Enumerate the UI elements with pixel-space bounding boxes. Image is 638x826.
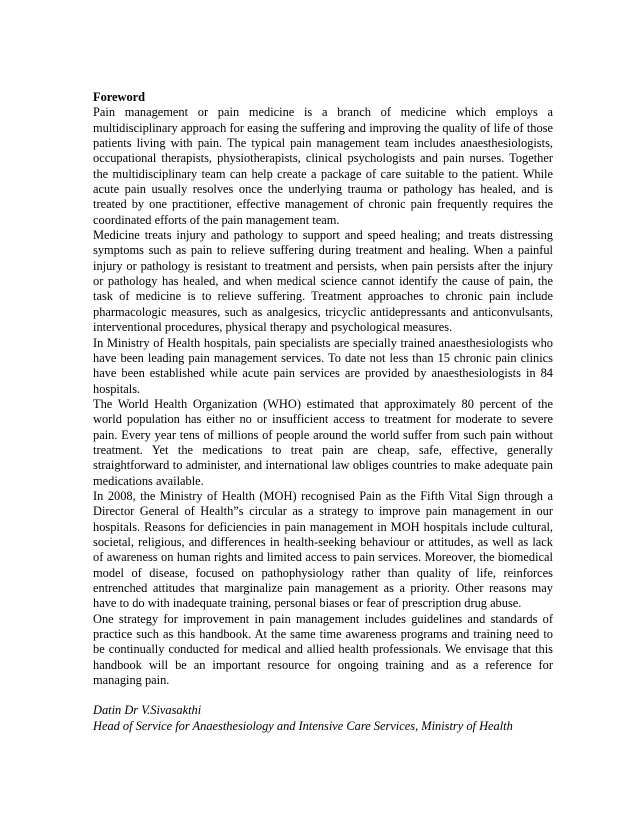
signature-name: Datin Dr V.Sivasakthi bbox=[93, 703, 202, 718]
paragraph-who: The World Health Organization (WHO) estimated that approximately 80 percent of the world population has either no or insufficient access to treatment for moderate to severe pain. Every year tens of millions of people around the world suffer from such pain without treatment. Yet the medications to treat pain are cheap, safe, effective, generally straightforward to administer, and international law obliges countries to make adequate pain medications available. bbox=[93, 396, 553, 488]
signature-block bbox=[93, 703, 553, 734]
paragraph-strategy: One strategy for improvement in pain management includes guidelines and standards of practice such as this handbook. At the same time awareness programs and training need to be continually conducted for medical and allied health professionals. We envisage that this handbook will be an important resource for ongoing training and as a reference for managing pain. bbox=[93, 611, 553, 688]
paragraph-medicine: Medicine treats injury and pathology to support and speed healing; and treats distressing symptoms such as pain to relieve suffering during treatment and healing. When a painful injury or pathology is resistant to treatment and persists, when pain persists after the injury or pathology has healed, and when medical science cannot identify the cause of pain, the task of medicine is to relieve suffering. Treatment approaches to chronic pain include pharmacologic measures, such as analgesics, tricyclic antidepressants and anticonvulsants, interventional procedures, physical therapy and psychological measures. bbox=[93, 228, 553, 335]
foreword-title: Foreword bbox=[93, 90, 146, 104]
signature-position: Head of Service for Anaesthesiology and Intensive Care Services, Ministry of Health bbox=[93, 718, 513, 733]
paragraph-intro: Pain management or pain medicine is a branch of medicine which employs a multidisciplinary approach for easing the suffering and improving the quality of life of those patients living with pain. The typical pain management team includes anaesthesiologists, occupational therapists, physiotherapists, clinical psychologists and pain nurses. Together the multidisciplinary team can help create a package of care suitable to the patient. While acute pain usually resolves once the underlying trauma or pathology has healed, and is treated by one practitioner, effective management of chronic pain frequently requires the coordinated efforts of the pain management team. bbox=[93, 105, 553, 227]
paragraph-moh-hospitals: In Ministry of Health hospitals, pain specialists are specially trained anaesthesiologists who have been leading pain management services. To date not less than 15 chronic pain clinics have been established while acute pain services are provided by anaesthesiologists in 84 hospitals. bbox=[93, 335, 553, 396]
paragraph-2008: In 2008, the Ministry of Health (MOH) recognised Pain as the Fifth Vital Sign through a Director General of Health”s circular as a strategy to improve pain management in our hospitals. Reasons for deficiencies in pain management in MOH hospitals include cultural, societal, religious, and differences in health-seeking behaviour or attitudes, as well as lack of awareness on human rights and limited access to pain services. Moreover, the biomedical model of disease, focused on pathophysiology rather than quality of life, reinforces entrenched attitudes that marginalize pain management as a priority. Other reasons may have to do with inadequate training, personal biases or fear of prescription drug abuse. bbox=[93, 488, 553, 611]
foreword-page bbox=[93, 90, 553, 734]
